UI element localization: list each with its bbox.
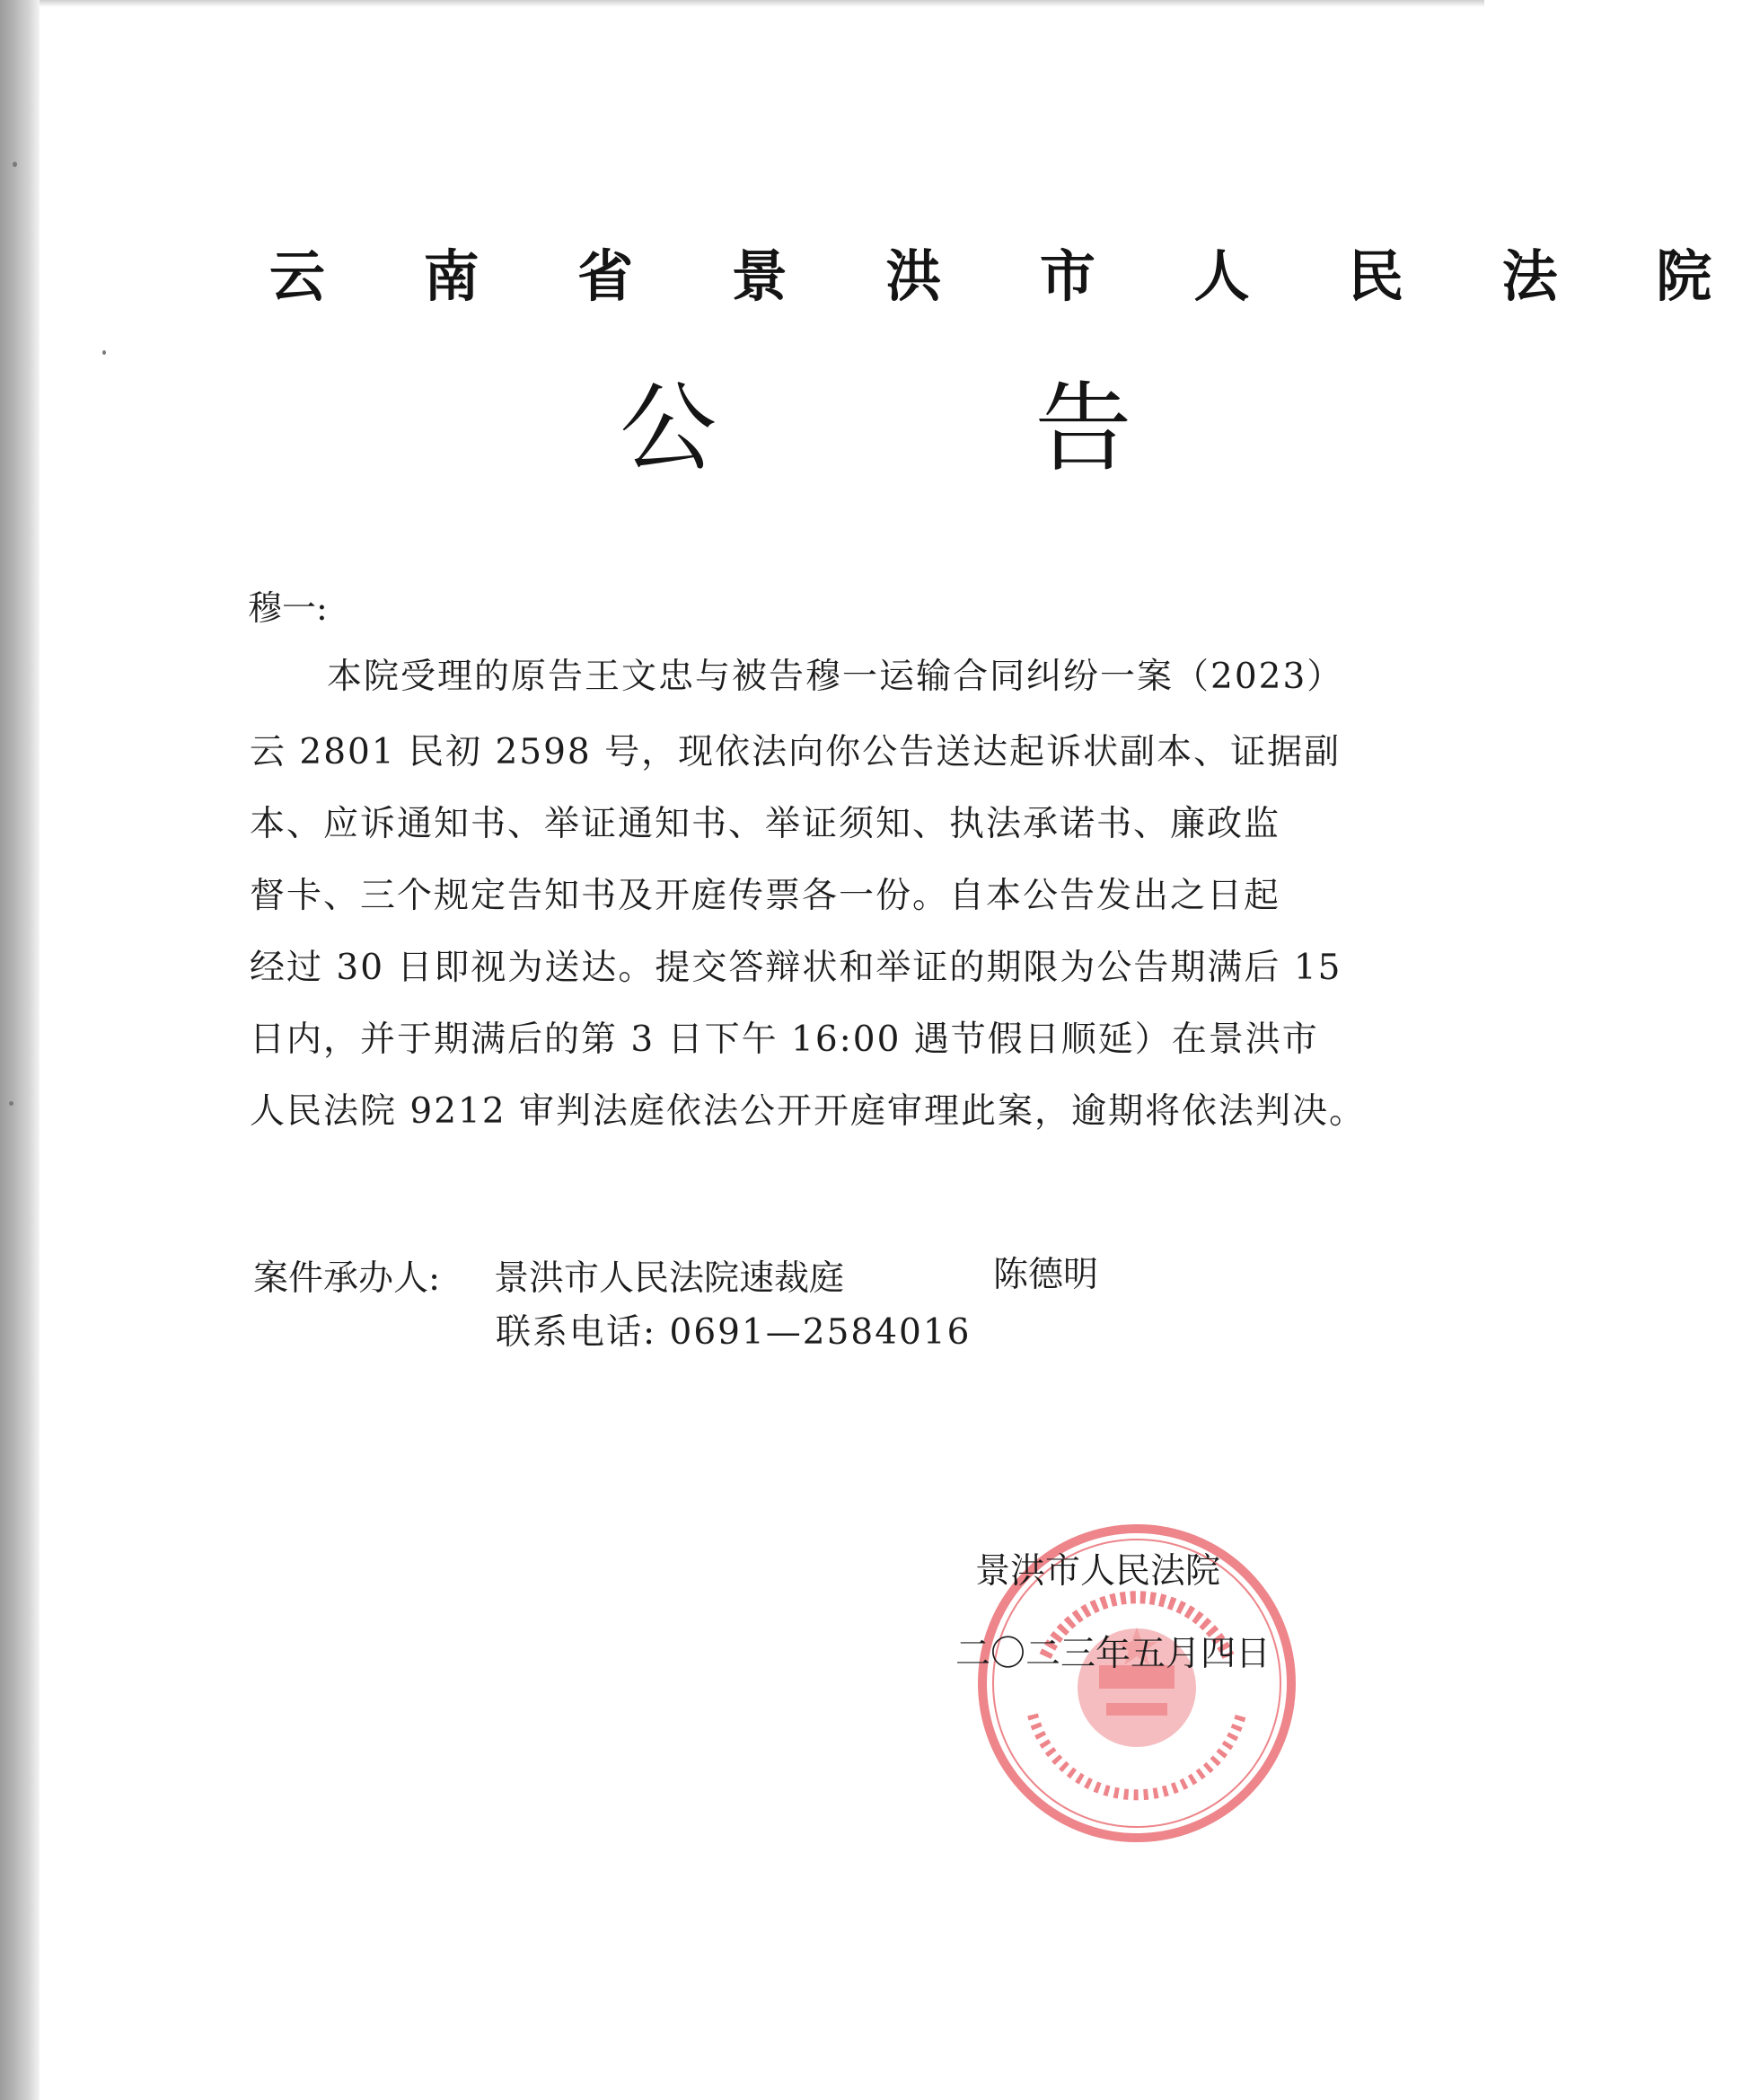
scan-speck <box>102 350 106 355</box>
addressee: 穆一: <box>248 588 328 628</box>
scan-speck <box>13 162 17 167</box>
scan-speck <box>9 1101 13 1106</box>
seal-emblem-base <box>1106 1703 1167 1716</box>
handler-label: 案件承办人: <box>253 1258 441 1299</box>
body-line: 经过 30 日即视为送达。提交答辩状和举证的期限为公告期满后 15 <box>250 948 1342 988</box>
body-line: 人民法院 9212 审判法庭依法公开开庭审理此案，逾期将依法判决。 <box>250 1091 1367 1132</box>
body-line: 云 2801 民初 2598 号，现依法向你公告送达起诉状副本、证据副 <box>250 732 1342 772</box>
notice-title: 公 告 <box>620 373 1276 485</box>
handler-department: 景洪市人民法院速裁庭 <box>494 1258 845 1299</box>
handler-name: 陈德明 <box>993 1255 1099 1295</box>
court-title: 云 南 省 景 洪 市 人 民 法 院 <box>269 243 1751 309</box>
signature-date: 二〇二三年五月四日 <box>955 1634 1271 1674</box>
body-line: 督卡、三个规定告知书及开庭传票各一份。自本公告发出之日起 <box>250 876 1281 916</box>
scan-edge-top <box>40 0 1484 7</box>
scan-edge-left <box>0 0 40 2100</box>
handler-phone: 联系电话: 0691—2584016 <box>496 1312 972 1353</box>
body-line: 本、应诉通知书、举证通知书、举证须知、执法承诺书、廉政监 <box>250 804 1281 844</box>
body-line: 本院受理的原告王文忠与被告穆一运输合同纠纷一案（2023） <box>327 657 1344 697</box>
signature-court: 景洪市人民法院 <box>975 1551 1221 1592</box>
body-line: 日内，并于期满后的第 3 日下午 16:00 遇节假日顺延）在景洪市 <box>250 1019 1319 1060</box>
